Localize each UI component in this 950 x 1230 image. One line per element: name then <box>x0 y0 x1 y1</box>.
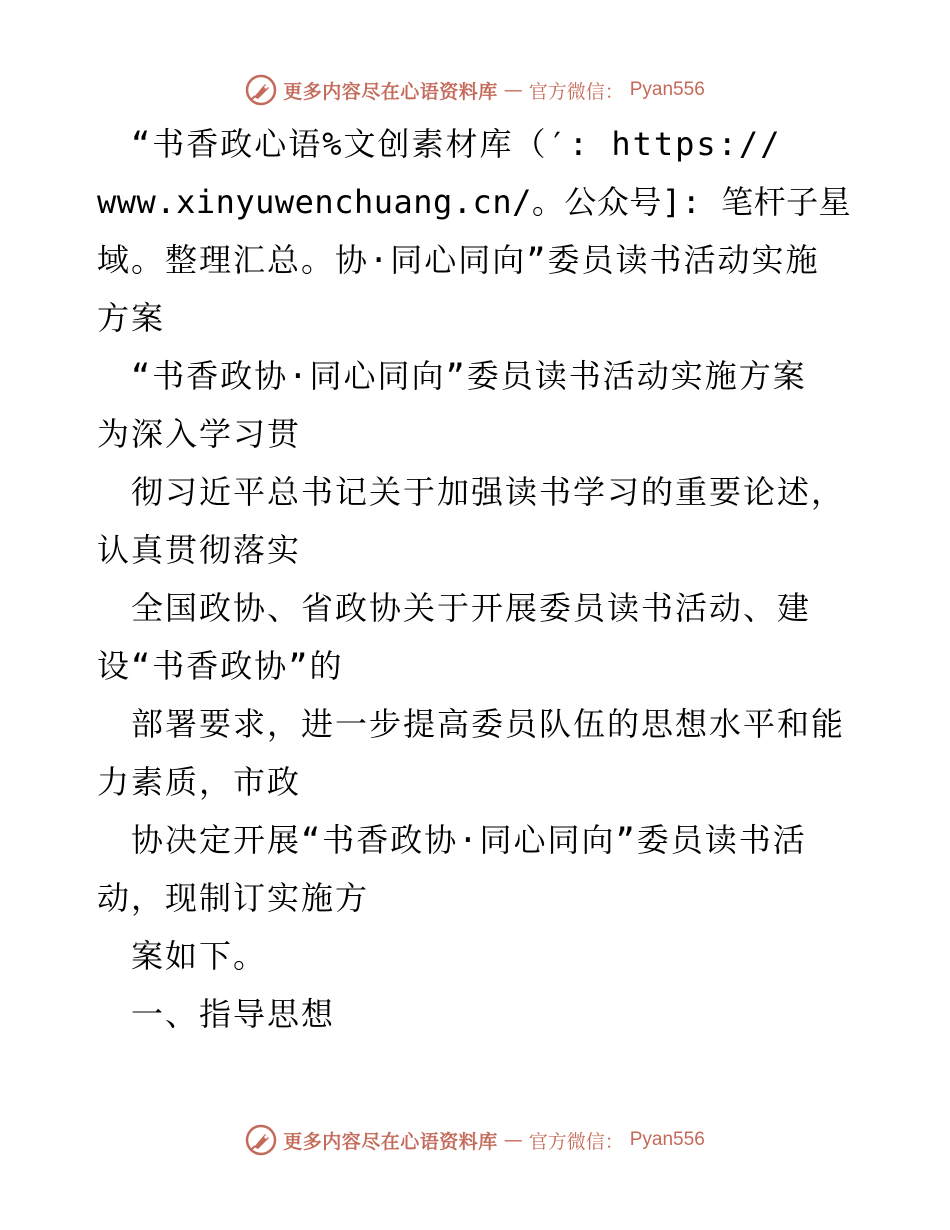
body-line: 域。整理汇总。协·同心同向”委员读书活动实施 <box>97 241 820 279</box>
body-line: 协决定开展“书香政协·同心同向”委员读书活 <box>97 821 807 859</box>
body-line: “书香政协·同心同向”委员读书活动实施方案 <box>97 357 807 395</box>
body-line: 为深入学习贯 <box>97 415 302 453</box>
watermark-separator: — <box>503 79 523 101</box>
watermark-official-label: 官方微信： <box>528 80 624 103</box>
watermark-wechat-id: Pyan556 <box>629 1129 705 1150</box>
header-watermark <box>0 70 950 110</box>
body-line: 案如下。 <box>97 937 268 975</box>
watermark-brand: 更多内容尽在心语资料库 <box>283 80 498 103</box>
body-line: “书香政心语%文创素材库（′: https:// <box>97 125 782 163</box>
body-line: 彻习近平总书记关于加强读书学习的重要论述， <box>97 473 846 511</box>
body-line: www.xinyuwenchuang.cn/。公众号]: 笔杆子星 <box>97 183 852 221</box>
watermark-separator: — <box>503 1129 523 1151</box>
pen-nib-icon <box>245 74 277 106</box>
pen-nib-icon <box>245 1124 277 1156</box>
body-line: 部署要求，进一步提高委员队伍的思想水平和能 <box>97 705 846 743</box>
footer-watermark <box>0 1120 950 1160</box>
watermark-wechat-id: Pyan556 <box>629 79 705 100</box>
body-line: 动，现制订实施方 <box>97 879 370 917</box>
body-line: 设“书香政协”的 <box>97 647 344 685</box>
body-line: 力素质，市政 <box>97 763 302 801</box>
watermark-brand: 更多内容尽在心语资料库 <box>283 1130 498 1153</box>
watermark-official-label: 官方微信： <box>528 1130 624 1153</box>
body-line: 一、指导思想 <box>97 995 336 1033</box>
body-line: 全国政协、省政协关于开展委员读书活动、建 <box>97 589 812 627</box>
body-line: 方案 <box>97 299 166 337</box>
body-line: 认真贯彻落实 <box>97 531 302 569</box>
